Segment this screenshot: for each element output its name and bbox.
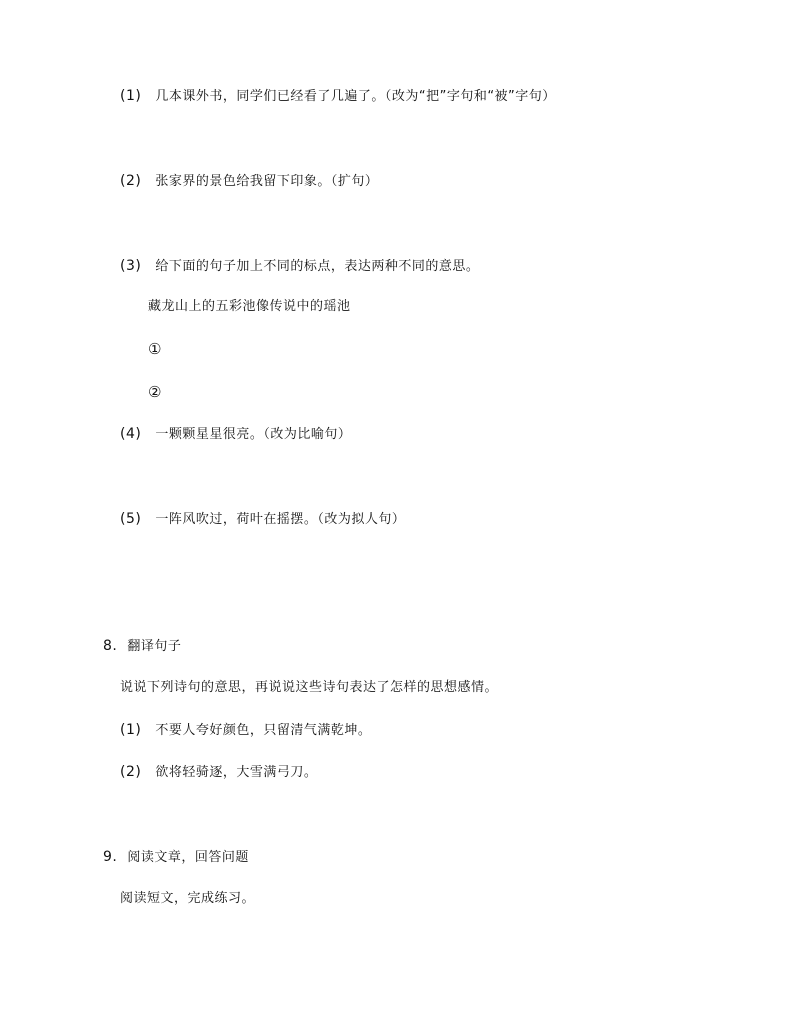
q9-instruction: 阅读短文，完成练习。 <box>120 891 256 906</box>
item-text: 一阵风吹过，荷叶在摇摆。（改为拟人句） <box>155 512 406 527</box>
item-number: (3) <box>120 258 142 274</box>
item-number: (1) <box>120 88 142 104</box>
q7-sentence: 藏龙山上的五彩池像传说中的瑶池 <box>148 299 351 314</box>
item-number: (4) <box>120 426 142 442</box>
item-text: 给下面的句子加上不同的标点，表达两种不同的意思。 <box>155 259 480 274</box>
item-text: 几本课外书，同学们已经看了几遍了。（改为“把”字句和“被”字句） <box>155 89 556 104</box>
item-number: (5) <box>120 511 142 527</box>
heading-text: 翻译句子 <box>127 639 182 654</box>
item-number: (2) <box>120 764 142 780</box>
item-text: 不要人夸好颜色，只留清气满乾坤。 <box>155 723 372 738</box>
q7-item-4 <box>120 425 351 444</box>
q8-item-2 <box>120 763 317 782</box>
answer-mark-2: ② <box>148 383 162 401</box>
item-text: 一颗颗星星很亮。（改为比喻句） <box>155 427 352 442</box>
heading-text: 阅读文章，回答问题 <box>127 850 249 865</box>
q8-heading <box>103 637 181 656</box>
heading-number: 9. <box>103 849 118 865</box>
q9-heading <box>103 848 249 867</box>
q8-item-1 <box>120 721 371 740</box>
q7-item-3 <box>120 257 479 276</box>
q7-item-5 <box>120 510 405 529</box>
item-text: 欲将轻骑逐，大雪满弓刀。 <box>155 765 318 780</box>
q7-item-2 <box>120 172 378 191</box>
q7-item-1 <box>120 87 556 106</box>
item-text: 张家界的景色给我留下印象。（扩句） <box>155 174 379 189</box>
item-number: (2) <box>120 173 142 189</box>
q8-instruction: 说说下列诗句的意思，再说说这些诗句表达了怎样的思想感情。 <box>120 680 499 695</box>
heading-number: 8. <box>103 638 118 654</box>
item-number: (1) <box>120 722 142 738</box>
answer-mark-1: ① <box>148 340 162 358</box>
